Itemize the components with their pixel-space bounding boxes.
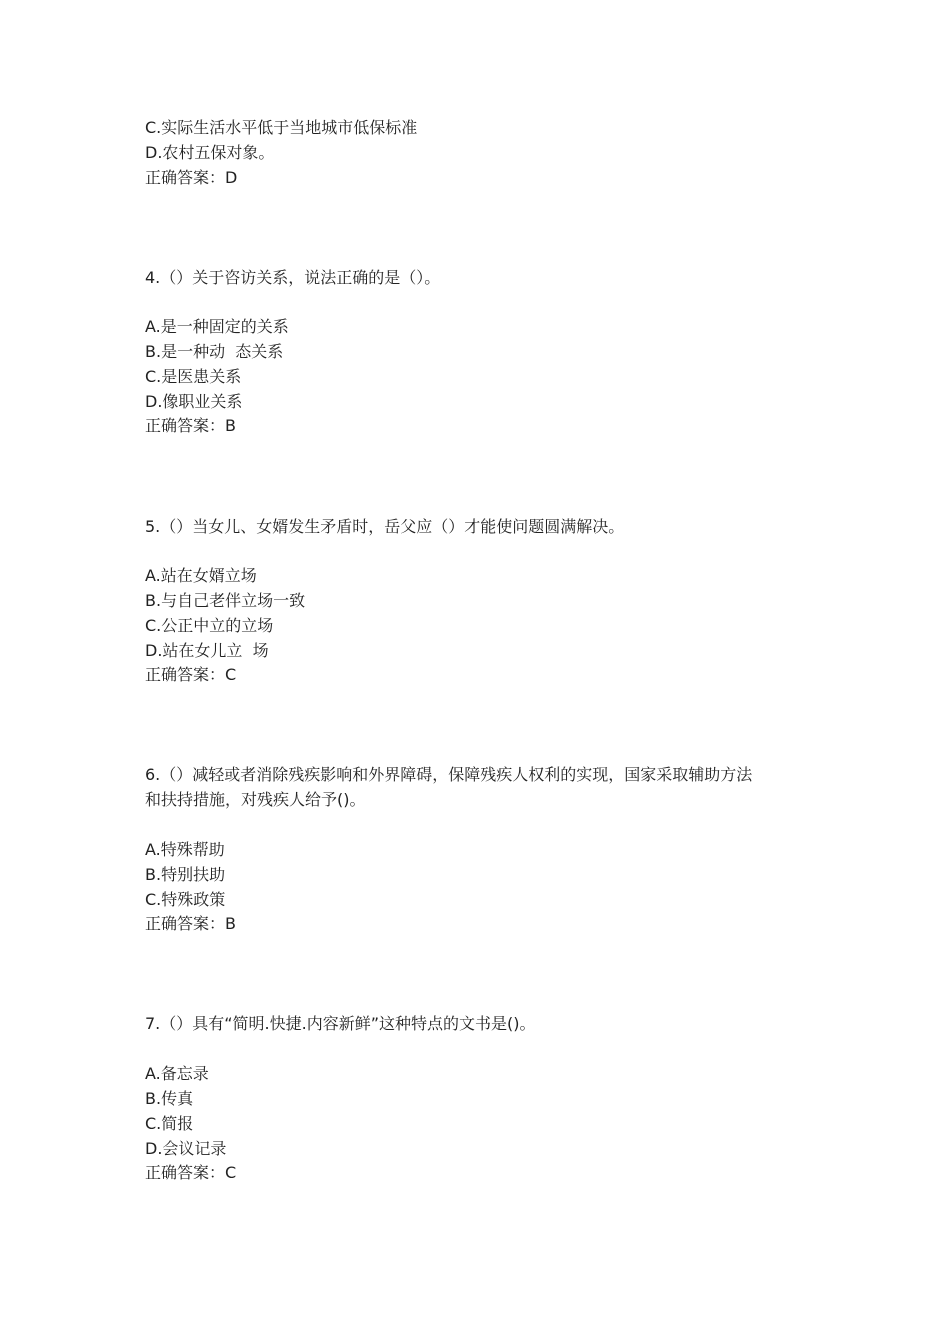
question-6-option-a: A.特殊帮助 (145, 840, 225, 859)
question-6-stem-line-1: 6.（）减轻或者消除残疾影响和外界障碍，保障残疾人权利的实现，国家采取辅助方法 (145, 765, 753, 784)
question-4-option-c: C.是医患关系 (145, 367, 242, 386)
question-5-option-d: D.站在女儿立 场 (145, 641, 269, 660)
question-7-answer: 正确答案：C (145, 1163, 237, 1182)
question-5-answer: 正确答案：C (145, 665, 237, 684)
question-7-option-d: D.会议记录 (145, 1139, 227, 1158)
question-6-stem-line-2: 和扶持措施，对残疾人给予()。 (145, 790, 366, 809)
question-7-stem: 7.（）具有“简明.快捷.内容新鲜”这种特点的文书是()。 (145, 1014, 536, 1033)
question-5-option-b: B.与自己老伴立场一致 (145, 591, 306, 610)
question-5-option-c: C.公正中立的立场 (145, 616, 274, 635)
question-7-option-c: C.简报 (145, 1114, 194, 1133)
question-4-answer: 正确答案：B (145, 416, 236, 435)
question-4-option-a: A.是一种固定的关系 (145, 317, 289, 336)
question-4-option-b: B.是一种动 态关系 (145, 342, 284, 361)
question-5-option-a: A.站在女婿立场 (145, 566, 257, 585)
question-6-answer: 正确答案：B (145, 914, 236, 933)
option-c: C.实际生活水平低于当地城市低保标准 (145, 118, 418, 137)
option-d: D.农村五保对象。 (145, 143, 275, 162)
question-4-option-d: D.像职业关系 (145, 392, 243, 411)
question-4-stem: 4.（）关于咨访关系，说法正确的是（）。 (145, 268, 441, 287)
question-7-option-b: B.传真 (145, 1089, 194, 1108)
question-6-option-b: B.特别扶助 (145, 865, 226, 884)
question-6-option-c: C.特殊政策 (145, 890, 226, 909)
question-5-stem: 5.（）当女儿、女婿发生矛盾时，岳父应（）才能使问题圆满解决。 (145, 517, 625, 536)
correct-answer: 正确答案：D (145, 168, 238, 187)
question-7-option-a: A.备忘录 (145, 1064, 209, 1083)
